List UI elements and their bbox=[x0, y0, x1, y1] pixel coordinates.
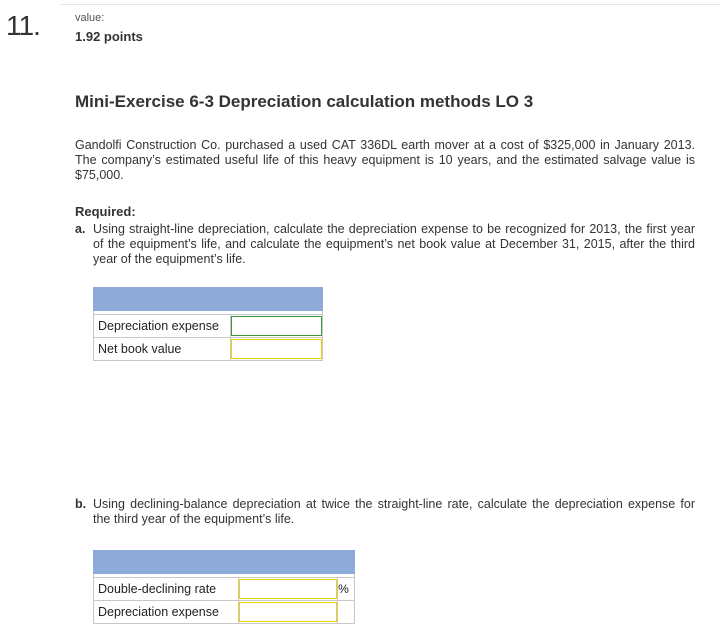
part-b bbox=[75, 497, 695, 527]
table-row bbox=[94, 315, 323, 338]
table-row bbox=[94, 578, 355, 601]
part-b-answer-table bbox=[93, 550, 355, 624]
ddb-depreciation-expense-input[interactable] bbox=[239, 602, 337, 622]
problem-intro: Gandolfi Construction Co. purchased a used CAT 336DL earth mover at a cost of $325,000 in January 2013. The company’s estimated useful life of this heavy equipment is 10 years, and the estimated salvage value is $75,000. bbox=[75, 138, 695, 182]
net-book-value-input[interactable] bbox=[231, 339, 322, 359]
row-label: Net book value bbox=[94, 338, 231, 361]
part-a-letter: a. bbox=[75, 222, 86, 236]
value-label: value: bbox=[75, 12, 105, 24]
top-divider bbox=[60, 4, 720, 5]
double-declining-rate-input[interactable] bbox=[239, 579, 337, 599]
part-a bbox=[75, 222, 695, 267]
exercise-title: Mini-Exercise 6-3 Depreciation calculation methods LO 3 bbox=[75, 92, 534, 111]
part-b-text: Using declining-balance depreciation at twice the straight-line rate, calculate the depreciation expense for the third year of the equipment’s life. bbox=[93, 497, 695, 526]
row-label: Depreciation expense bbox=[94, 601, 239, 624]
table-header bbox=[94, 288, 323, 311]
row-label: Depreciation expense bbox=[94, 315, 231, 338]
table-header bbox=[94, 551, 355, 574]
table-row bbox=[94, 601, 355, 624]
row-label: Double-declining rate bbox=[94, 578, 239, 601]
part-a-text: Using straight-line depreciation, calculate the depreciation expense to be recognized for 2013, the first year of the equipment’s life, and calculate the equipment’s net book value at December 31, 2015, after the third year of the equipment’s life. bbox=[93, 222, 695, 266]
part-a-answer-table bbox=[93, 287, 323, 361]
depreciation-expense-input[interactable] bbox=[231, 316, 322, 336]
table-row bbox=[94, 338, 323, 361]
required-heading: Required: bbox=[75, 204, 136, 219]
percent-unit: % bbox=[338, 578, 355, 601]
part-b-letter: b. bbox=[75, 497, 87, 511]
question-number: 11. bbox=[6, 10, 40, 41]
points-value: 1.92 points bbox=[75, 29, 143, 44]
